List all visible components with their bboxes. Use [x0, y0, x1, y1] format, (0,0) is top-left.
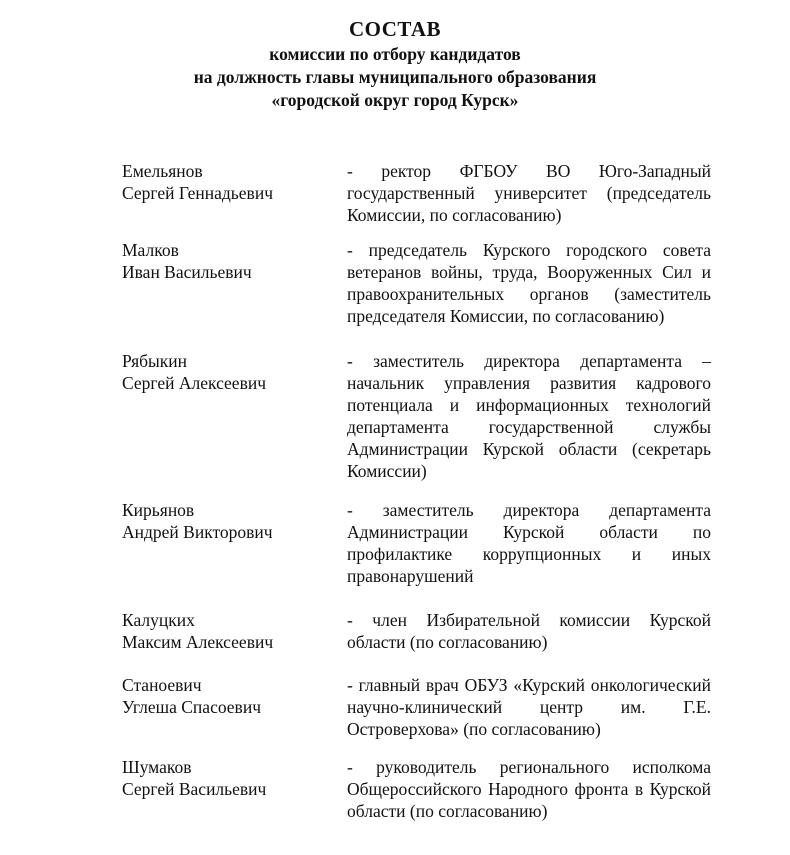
member-role: - главный врач ОБУЗ «Курский онкологический научно-клинический центр им. Г.Е. Островерхова» (по согласованию): [347, 675, 711, 739]
member-surname: Калуцких: [122, 610, 195, 630]
header-line-3: «городской округ город Курск»: [271, 90, 519, 110]
member-given-names: Сергей Васильевич: [122, 779, 267, 799]
member-role: - ректор ФГБОУ ВО Юго-Западный государственный университет (председатель Комиссии, по согласованию): [347, 161, 711, 225]
document-title: СОСТАВ: [348, 17, 442, 41]
member-given-names: Максим Алексеевич: [122, 632, 274, 652]
header-line-2: на должность главы муниципального образования: [193, 67, 597, 87]
member-role: - руководитель регионального исполкома Общероссийского Народного фронта в Курской области (по согласованию): [347, 757, 711, 821]
member-name: [122, 674, 322, 718]
member-surname: Малков: [122, 240, 179, 260]
member-name: [122, 239, 322, 283]
member-surname: Емельянов: [122, 161, 203, 181]
member-given-names: Углеша Спасоевич: [122, 697, 261, 717]
member-role: - член Избирательной комиссии Курской области (по согласованию): [347, 610, 711, 652]
member-role: - заместитель директора департамента Администрации Курской области по профилактике коррупционных и иных правонарушений: [347, 500, 711, 586]
member-name: [122, 756, 322, 800]
member-surname: Станоевич: [122, 675, 202, 695]
member-given-names: Иван Васильевич: [122, 262, 252, 282]
member-name: [122, 350, 322, 394]
document-header: [0, 16, 790, 111]
member-name: [122, 160, 322, 204]
member-name: [122, 609, 322, 653]
header-line-1: комиссии по отбору кандидатов: [269, 44, 521, 64]
member-name: [122, 499, 322, 543]
member-role: - председатель Курского городского совета ветеранов войны, труда, Вооруженных Сил и правоохранительных органов (заместитель председателя Комиссии, по согласованию): [347, 240, 711, 326]
member-surname: Кирьянов: [122, 500, 195, 520]
member-given-names: Андрей Викторович: [122, 522, 273, 542]
member-role: - заместитель директора департамента – начальник управления развития кадрового потенциала и информационных технологий департамента государственной службы Администрации Курской области (секретарь Комиссии): [347, 351, 711, 481]
member-surname: Шумаков: [122, 757, 192, 777]
member-given-names: Сергей Геннадьевич: [122, 183, 273, 203]
member-surname: Рябыкин: [122, 351, 188, 371]
member-given-names: Сергей Алексеевич: [122, 373, 267, 393]
